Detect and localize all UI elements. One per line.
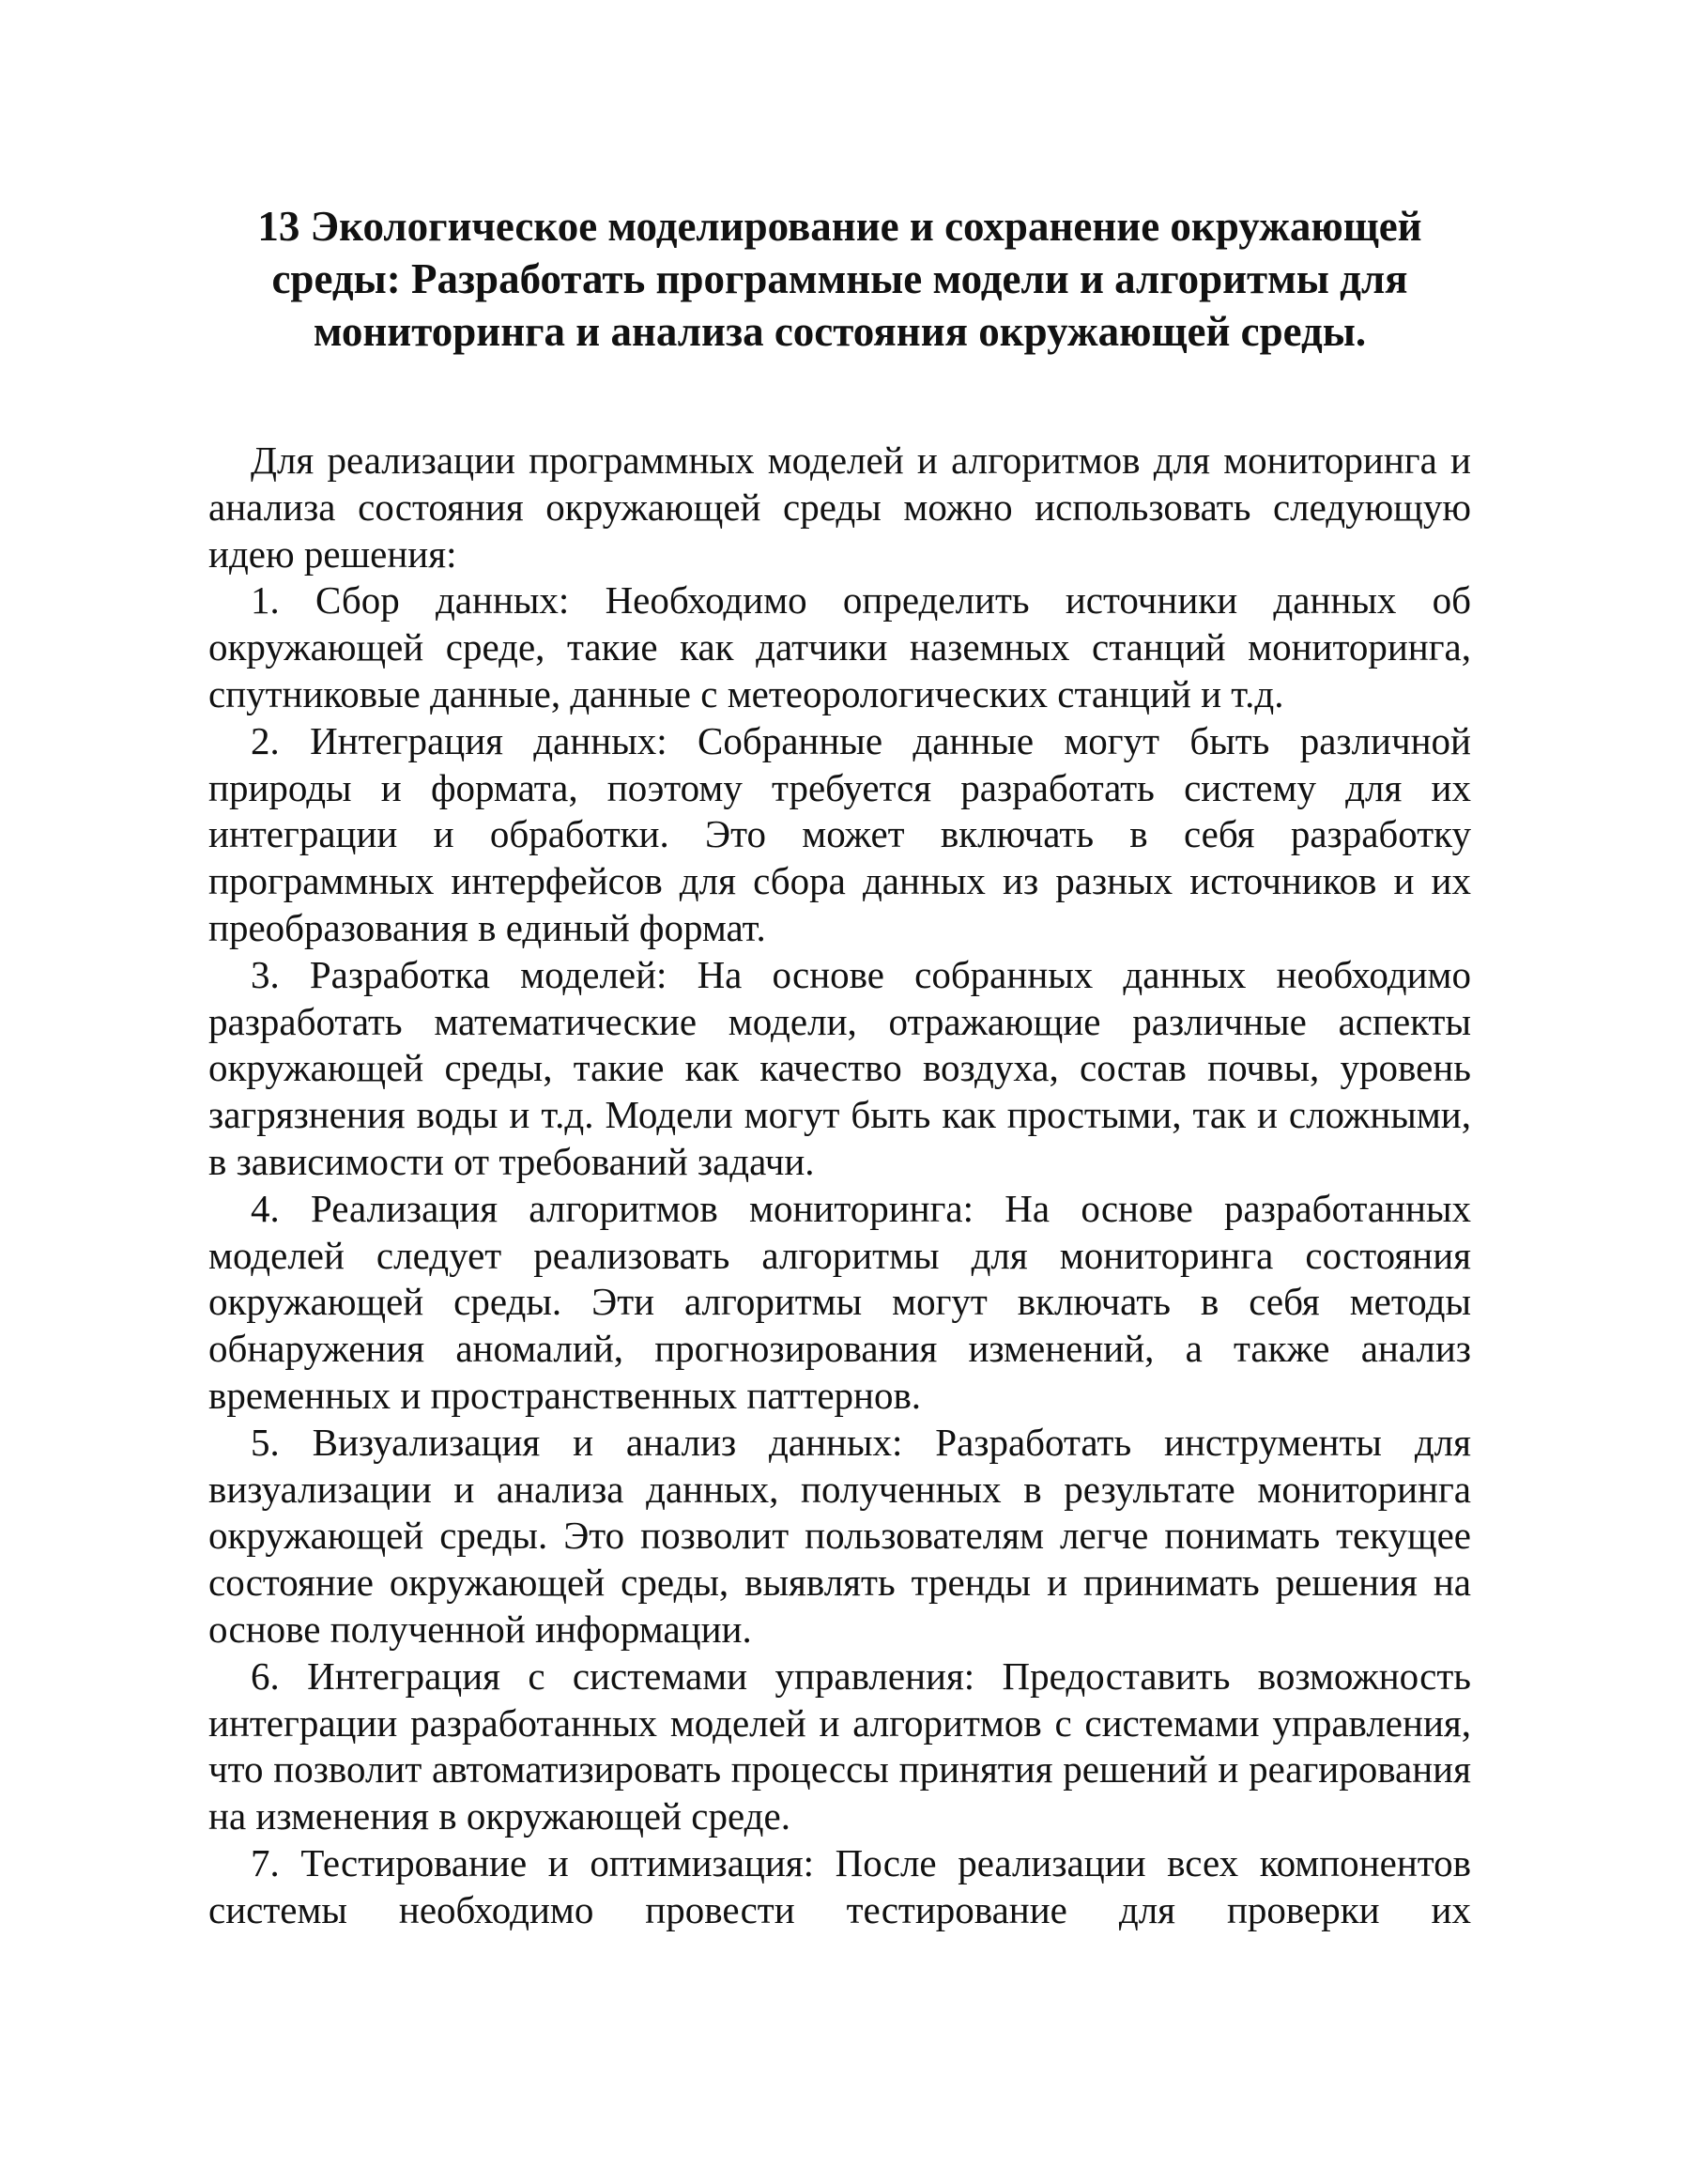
page-title: 13 Экологическое моделирование и сохранение окружающей среды: Разработать программные модели и алгоритмы для мониторинга и анализа состояния окружающей среды.	[257, 203, 1422, 355]
list-item-4: 4. Реализация алгоритмов мониторинга: На основе разработанных моделей следует реализовать алгоритмы для мониторинга состояния окружающей среды. Эти алгоритмы могут включать в себя методы обнаружения аномалий, прогнозирования изменений, а также анализ временных и пространственных паттернов.	[208, 1186, 1471, 1417]
document-body	[208, 438, 1471, 1934]
list-item-2: 2. Интеграция данных: Собранные данные могут быть различной природы и формата, поэтому требуется разработать систему для их интеграции и обработки. Это может включать в себя разработку программных интерфейсов для сбора данных из разных источников и их преобразования в единый формат.	[208, 718, 1471, 949]
list-item-5: 5. Визуализация и анализ данных: Разработать инструменты для визуализации и анализа данных, полученных в результате мониторинга окружающей среды. Это позволит пользователям легче понимать текущее состояние окружающей среды, выявлять тренды и принимать решения на основе полученной информации.	[208, 1420, 1471, 1651]
list-item-6: 6. Интеграция с системами управления: Предоставить возможность интеграции разработанных моделей и алгоритмов с системами управления, что позволит автоматизировать процессы принятия решений и реагирования на изменения в окружающей среде.	[208, 1653, 1471, 1838]
list-item-7: 7. Тестирование и оптимизация: После реализации всех компонентов системы необходимо провести тестирование для проверки их	[208, 1840, 1471, 1931]
list-item-3: 3. Разработка моделей: На основе собранных данных необходимо разработать математические модели, отражающие различные аспекты окружающей среды, такие как качество воздуха, состав почвы, уровень загрязнения воды и т.д. Модели могут быть как простыми, так и сложными, в зависимости от требований задачи.	[208, 952, 1471, 1183]
list-item-1: 1. Сбор данных: Необходимо определить источники данных об окружающей среде, такие как датчики наземных станций мониторинга, спутниковые данные, данные с метеорологических станций и т.д.	[208, 578, 1471, 715]
intro-paragraph: Для реализации программных моделей и алгоритмов для мониторинга и анализа состояния окружающей среды можно использовать следующую идею решения:	[208, 438, 1471, 576]
